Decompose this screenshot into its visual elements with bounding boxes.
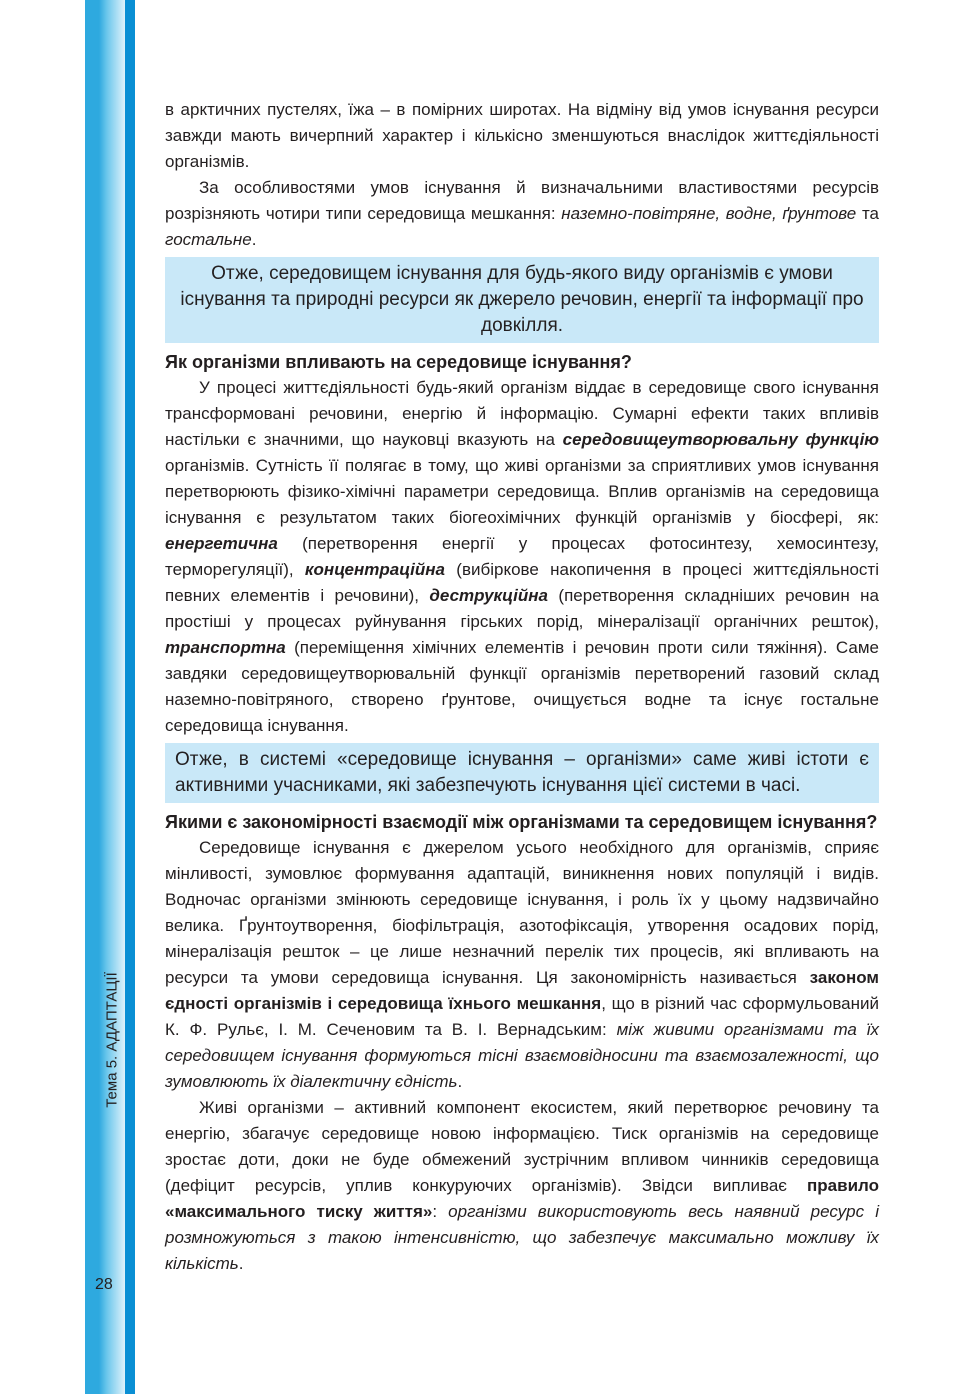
paragraph-section-2 <box>165 835 879 1095</box>
section-heading-2: Якими є закономірності взаємодії між організмами та середовищем існування? <box>165 812 878 832</box>
topic-label: Тема 5. АДАПТАЦІЇ <box>103 972 121 1108</box>
text-run: організмів. Сутність її полягає в тому, що живі організми за сприятливих умов існування перетворюють фізико-хімічні параметри середовища. Вплив організмів на середовища існування є результатом таких біогеохімічних функцій організмів у біосфері, як: <box>165 456 879 527</box>
emphasis-term: організми використовують весь наявний ресурс і розмножуються з такою інтенсивністю, що забезпечує максимально можливу їх кількість <box>165 1202 879 1273</box>
text-run: . <box>238 1254 244 1273</box>
text-run: . <box>457 1072 463 1091</box>
key-term: енергетична <box>165 534 278 553</box>
page-content <box>165 97 879 1277</box>
key-term: транспортна <box>165 638 286 657</box>
page-number: 28 <box>95 1276 113 1293</box>
text-run: . <box>251 230 257 249</box>
key-term: середовищеутворювальну функцію <box>562 430 879 449</box>
summary-box-1: Отже, середовищем існування для будь-якого виду організмів є умови існування та природні ресурси як джерело речовин, енергії та інформації про довкілля. <box>165 257 879 343</box>
text-run: Середовище існування є джерелом усього необхідного для організмів, сприяє мінливості, зумовлює формування адаптацій, виникнення нових популяцій і видів. Водночас організми змінюють середовище існування, і роль їх у цьому надзвичайно велика. Ґрунтоутворення, біофільтрація, азотофіксація, утворення осадових порід, мінералізація решток – це лише незначний перелік тих процесів, які впливають на ресурси та умови середовища існування. Ця закономірність називається <box>165 838 879 987</box>
emphasis-term: між живими організмами та їх середовищем існування формуються тісні взаємовідносини та взаємозалежності, що зумовлюють їх діалектичну єдність <box>165 1020 879 1091</box>
side-bar <box>85 0 125 1394</box>
text-run: (перетворення складніших речовин на простіші у процесах руйнування гірських порід, мінералізації органічних решток), <box>165 586 879 631</box>
key-term: законом єдності організмів і середовища їхнього мешкання <box>165 968 879 1013</box>
key-term: правило «максимального тиску життя» <box>165 1176 879 1221</box>
paragraph-section-1 <box>165 375 879 739</box>
text-run: За особливостями умов існування й визначальними властивостями ресурсів розрізняють чотири типи середовища мешкання: <box>165 178 879 223</box>
section-heading-1: Як організми впливають на середовище існування? <box>165 352 632 372</box>
emphasis-term: гостальне <box>165 230 252 249</box>
side-stripe <box>125 0 135 1394</box>
key-term: концентраційна <box>304 560 446 579</box>
text-run: (перетворення енергії у процесах фотосинтезу, хемосинтезу, терморегуляції), <box>165 534 879 579</box>
text-run: Живі організми – активний компонент екосистем, який перетворює речовину та енергію, збагачує середовище новою інформацією. Тиск організмів на середовище зростає доти, доки не буде обмежений зустрічним впливом чинників середовища (дефіцит ресурсів, уплив конкуруючих організмів). Звідси випливає <box>165 1098 879 1195</box>
emphasis-term: наземно-повітряне, водне, ґрунтове <box>561 204 857 223</box>
text-run: , що в різний час сформульований К. Ф. Рульє, І. М. Сеченовим та В. І. Вернадським: <box>165 994 879 1039</box>
text-run: та <box>856 204 879 223</box>
summary-box-2: Отже, в системі «середовище існування – організми» саме живі істоти є активними учасниками, які забезпечують існування цієї системи в часі. <box>165 743 879 803</box>
key-term: деструкційна <box>429 586 548 605</box>
paragraph-intro: в арктичних пустелях, їжа – в помірних широтах. На відміну від умов існування ресурси завжди мають вичерпний характер і кількісно зменшуються внаслідок життєдіяльності організмів. <box>165 100 879 171</box>
text-run: (вибіркове накопичення в процесі життєдіяльності певних елементів і речовини), <box>165 560 879 605</box>
text-run: (переміщення хімічних елементів і речовин проти сили тяжіння). Саме завдяки середовищеутворювальній функції організмів перетворений газовий склад наземно-повітряного, створено ґрунтове, очищується водне та існує гостальне середовища існування. <box>165 638 879 735</box>
text-run: : <box>432 1202 449 1221</box>
text-run: У процесі життєдіяльності будь-який організм віддає в середовище свого існування трансформовані речовини, енергію й інформацію. Сумарні ефекти таких впливів настільки є значними, що науковці вказують на <box>165 378 879 449</box>
paragraph-habitat-types <box>165 175 879 253</box>
paragraph-section-3 <box>165 1095 879 1277</box>
